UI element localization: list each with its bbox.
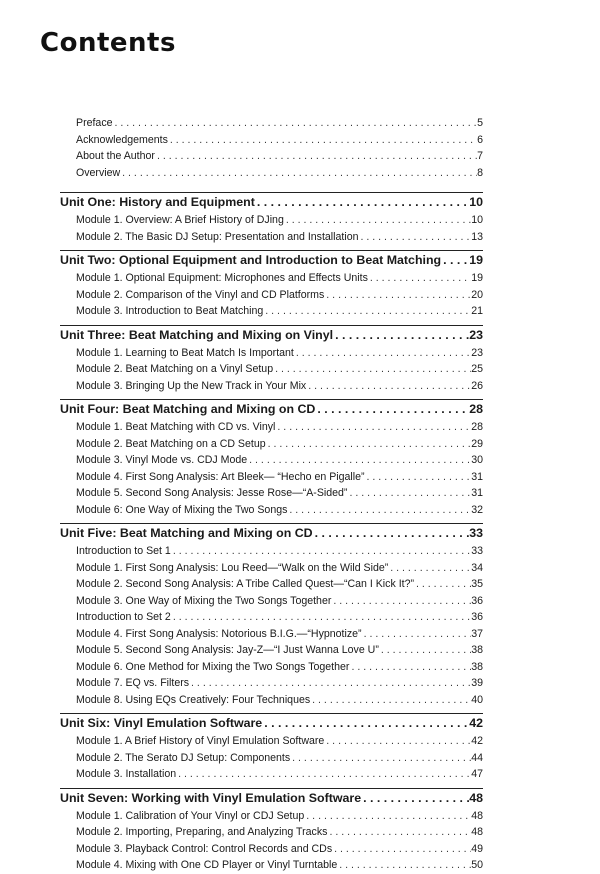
- page-number: 23: [471, 346, 483, 359]
- page-number: 48: [469, 790, 483, 805]
- dot-leader: [310, 692, 471, 709]
- unit-heading: [60, 326, 483, 345]
- page-number: 28: [469, 402, 483, 416]
- module-entry: [60, 750, 483, 767]
- entry-title: About the Author: [76, 150, 155, 162]
- entry-title: Preface: [76, 117, 113, 129]
- page-number: 44: [471, 751, 483, 764]
- page-number: 32: [471, 503, 483, 516]
- module-entry: [60, 642, 483, 659]
- dot-leader: [379, 642, 471, 659]
- dot-leader: [349, 659, 471, 676]
- module-entry: [60, 808, 483, 825]
- page-number: 31: [471, 487, 483, 499]
- dot-leader: [331, 593, 471, 610]
- dot-leader: [290, 750, 471, 767]
- page-number: 40: [471, 693, 483, 706]
- module-entry: [60, 452, 483, 469]
- dot-leader: [284, 212, 471, 229]
- page-number: 19: [471, 272, 483, 284]
- entry-title: Module 6. One Method for Mixing the Two Songs Together: [76, 660, 350, 673]
- dot-leader: [294, 345, 471, 362]
- entry-title: Introduction to Set 1: [76, 545, 171, 557]
- dot-leader: [304, 808, 471, 825]
- page-number: 36: [471, 594, 483, 607]
- front-matter-entry: [60, 132, 483, 149]
- unit-heading: [60, 400, 483, 419]
- module-entry: [60, 766, 483, 783]
- page-number: 29: [471, 437, 483, 450]
- module-entry: [60, 824, 483, 841]
- entry-title: Module 3. One Way of Mixing the Two Songs Together: [76, 594, 332, 607]
- dot-leader: [287, 502, 471, 519]
- module-entry: [60, 345, 483, 362]
- dot-leader: [324, 733, 471, 750]
- dot-leader: [358, 229, 471, 246]
- module-entry: [60, 857, 483, 874]
- dot-leader: [414, 576, 471, 593]
- dot-leader: [313, 524, 470, 543]
- dot-leader: [327, 824, 471, 841]
- page-number: 39: [471, 677, 483, 689]
- entry-title: Module 1. First Song Analysis: Lou Reed—“Walk on the Wild Side”: [76, 561, 389, 574]
- module-entry: [60, 469, 483, 486]
- unit-heading: [60, 251, 483, 270]
- page-number: 10: [471, 214, 483, 226]
- dot-leader: [315, 400, 469, 419]
- module-entry: [60, 229, 483, 246]
- front-matter-entry: [60, 165, 483, 182]
- page-number: 42: [471, 735, 483, 747]
- entry-title: Module 8. Using EQs Creatively: Four Techniques: [76, 693, 311, 706]
- page-number: 21: [471, 305, 483, 317]
- entry-title: Module 1. Optional Equipment: Microphones and Effects Units: [76, 272, 368, 284]
- dot-leader: [120, 165, 477, 182]
- dot-leader: [365, 469, 472, 486]
- unit-heading: [60, 524, 483, 543]
- entry-title: Module 4. First Song Analysis: Art Bleek— “Hecho en Pigalle”: [76, 470, 365, 483]
- page-number: 35: [471, 578, 483, 590]
- dot-leader: [155, 148, 477, 165]
- entry-title: Module 4. First Song Analysis: Notorious B.I.G.—“Hypnotize”: [76, 627, 362, 640]
- page-number: 5: [477, 117, 483, 129]
- page-number: 47: [471, 768, 483, 780]
- entry-title: Module 2. Comparison of the Vinyl and CD Platforms: [76, 288, 325, 301]
- dot-leader: [332, 841, 471, 858]
- dot-leader: [263, 303, 471, 320]
- entry-title: Module 2. Beat Matching on a CD Setup: [76, 437, 266, 450]
- entry-title: Module 6: One Way of Mixing the Two Songs: [76, 503, 288, 516]
- entry-title: Unit Three: Beat Matching and Mixing on Vinyl: [60, 327, 334, 342]
- entry-title: Module 1. A Brief History of Vinyl Emulation Software: [76, 735, 325, 747]
- page-number: 36: [471, 611, 483, 623]
- page-number: 20: [471, 288, 483, 301]
- module-entry: [60, 419, 483, 436]
- module-entry: [60, 609, 483, 626]
- page-number: 10: [469, 195, 483, 209]
- dot-leader: [171, 543, 471, 560]
- dot-leader: [324, 287, 471, 304]
- unit-heading: [60, 714, 483, 733]
- module-entry: [60, 485, 483, 502]
- page-number: 48: [471, 826, 483, 838]
- unit-heading: [60, 789, 483, 808]
- entry-title: Module 1. Overview: A Brief History of DJing: [76, 214, 284, 226]
- module-entry: [60, 287, 483, 304]
- entry-title: Module 2. Second Song Analysis: A Tribe Called Quest—“Can I Kick It?”: [76, 578, 414, 590]
- entry-title: Module 2. Importing, Preparing, and Analyzing Tracks: [76, 826, 328, 838]
- page-number: 38: [471, 644, 483, 656]
- module-entry: [60, 733, 483, 750]
- page-number: 25: [471, 363, 483, 375]
- entry-title: Unit Four: Beat Matching and Mixing on CD: [60, 402, 316, 416]
- page-number: 42: [469, 716, 483, 730]
- dot-leader: [362, 626, 472, 643]
- page-number: 30: [471, 454, 483, 466]
- entry-title: Module 3. Vinyl Mode vs. CDJ Mode: [76, 454, 248, 466]
- module-entry: [60, 378, 483, 395]
- module-entry: [60, 626, 483, 643]
- page-number: 50: [471, 859, 483, 871]
- module-entry: [60, 270, 483, 287]
- module-entry: [60, 436, 483, 453]
- module-entry: [60, 560, 483, 577]
- page-number: 13: [471, 230, 483, 243]
- module-entry: [60, 593, 483, 610]
- entry-title: Unit Five: Beat Matching and Mixing on CD: [60, 526, 313, 540]
- page-number: 34: [471, 561, 483, 574]
- dot-leader: [171, 609, 471, 626]
- entry-title: Introduction to Set 2: [76, 611, 171, 623]
- entry-title: Module 2. Beat Matching on a Vinyl Setup: [76, 363, 274, 375]
- page-number: 23: [469, 327, 483, 342]
- page-number: 19: [469, 253, 483, 267]
- unit-heading: [60, 193, 483, 212]
- page-title: Contents: [40, 28, 176, 58]
- entry-title: Unit Six: Vinyl Emulation Software: [60, 716, 263, 730]
- entry-title: Unit Seven: Working with Vinyl Emulation Software: [60, 790, 362, 805]
- dot-leader: [333, 326, 469, 345]
- dot-leader: [255, 193, 469, 212]
- module-entry: [60, 361, 483, 378]
- front-matter-entry: [60, 115, 483, 132]
- dot-leader: [441, 251, 469, 270]
- page-number: 7: [477, 150, 483, 162]
- dot-leader: [273, 361, 471, 378]
- module-entry: [60, 502, 483, 519]
- dot-leader: [388, 560, 471, 577]
- entry-title: Module 5. Second Song Analysis: Jay-Z—“I Just Wanna Love U”: [76, 644, 379, 656]
- page-number: 33: [469, 526, 483, 540]
- dot-leader: [189, 675, 471, 692]
- entry-title: Module 4. Mixing with One CD Player or Vinyl Turntable: [76, 859, 338, 871]
- page-number: 38: [471, 660, 483, 673]
- entry-title: Unit One: History and Equipment: [60, 195, 255, 209]
- page-number: 33: [471, 545, 483, 557]
- entry-title: Overview: [76, 166, 121, 179]
- module-entry: [60, 675, 483, 692]
- entry-title: Module 3. Playback Control: Control Records and CDs: [76, 842, 333, 855]
- entry-title: Module 1. Calibration of Your Vinyl or CDJ Setup: [76, 809, 305, 822]
- page-number: 48: [471, 809, 483, 822]
- entry-title: Module 2. The Serato DJ Setup: Components: [76, 751, 291, 764]
- page-number: 6: [477, 133, 483, 146]
- page-number: 31: [471, 470, 483, 483]
- page-number: 26: [471, 379, 483, 392]
- module-entry: [60, 659, 483, 676]
- entry-title: Module 5. Second Song Analysis: Jesse Rose—“A-Sided”: [76, 487, 348, 499]
- page-number: 8: [477, 166, 483, 179]
- module-entry: [60, 543, 483, 560]
- entry-title: Acknowledgements: [76, 133, 168, 146]
- entry-title: Module 1. Beat Matching with CD vs. Vinyl: [76, 421, 276, 433]
- entry-title: Module 7. EQ vs. Filters: [76, 677, 190, 689]
- module-entry: [60, 212, 483, 229]
- dot-leader: [347, 485, 471, 502]
- entry-title: Module 3. Bringing Up the New Track in Your Mix: [76, 379, 307, 392]
- dot-leader: [262, 714, 469, 733]
- table-of-contents: [60, 115, 483, 874]
- page-number: 37: [471, 627, 483, 640]
- module-entry: [60, 576, 483, 593]
- page-number: 28: [471, 421, 483, 433]
- module-entry: [60, 303, 483, 320]
- entry-title: Module 3. Introduction to Beat Matching: [76, 305, 264, 317]
- module-entry: [60, 841, 483, 858]
- dot-leader: [247, 452, 471, 469]
- dot-leader: [113, 115, 478, 132]
- entry-title: Module 3. Installation: [76, 768, 177, 780]
- dot-leader: [368, 270, 471, 287]
- front-matter-entry: [60, 148, 483, 165]
- entry-title: Unit Two: Optional Equipment and Introduction to Beat Matching: [60, 253, 442, 267]
- dot-leader: [168, 132, 477, 149]
- page-number: 49: [471, 842, 483, 855]
- dot-leader: [306, 378, 471, 395]
- dot-leader: [361, 789, 469, 808]
- dot-leader: [176, 766, 471, 783]
- dot-leader: [275, 419, 471, 436]
- entry-title: Module 1. Learning to Beat Match Is Important: [76, 346, 294, 359]
- module-entry: [60, 692, 483, 709]
- dot-leader: [266, 436, 472, 453]
- entry-title: Module 2. The Basic DJ Setup: Presentation and Installation: [76, 230, 359, 243]
- dot-leader: [337, 857, 471, 874]
